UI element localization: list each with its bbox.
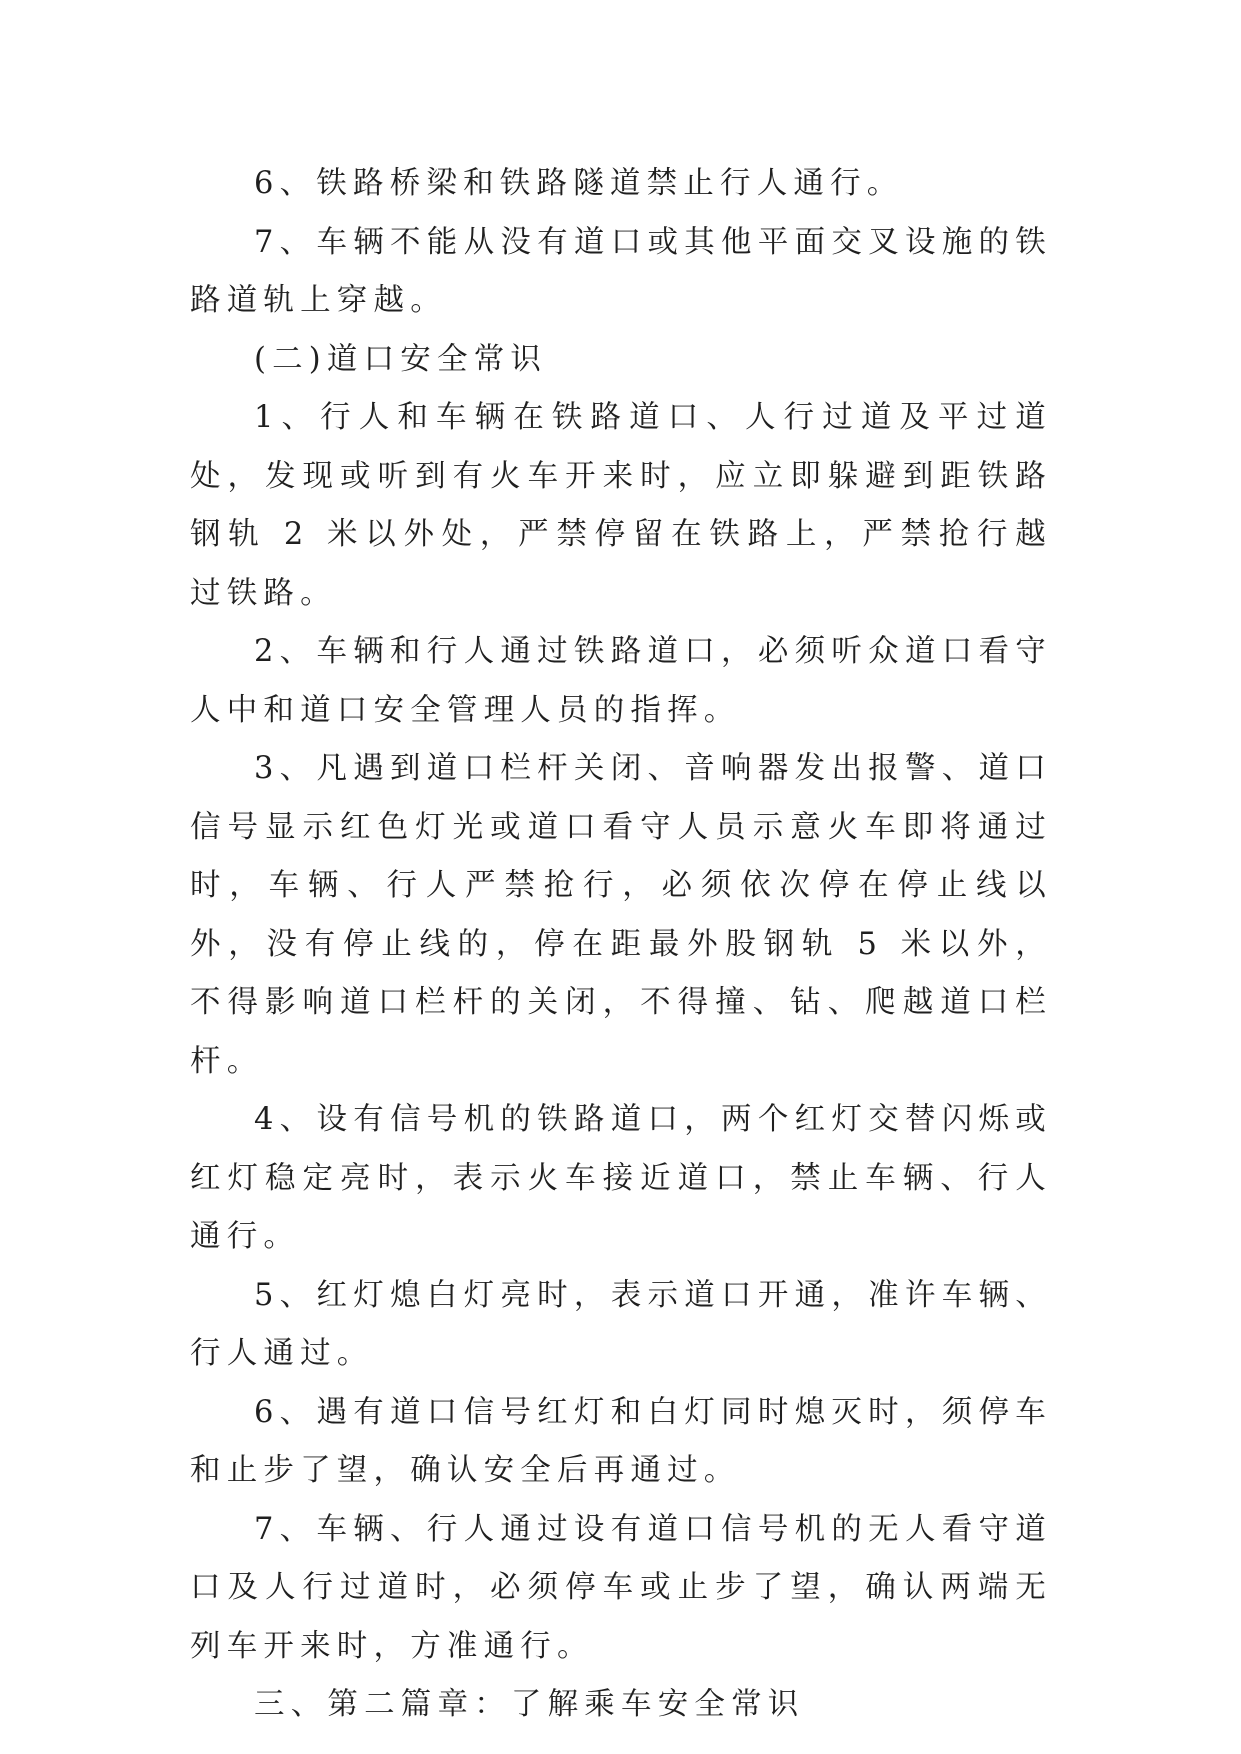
paragraph: 3、凡遇到道口栏杆关闭、音响器发出报警、道口信号显示红色灯光或道口看守人员示意火车即将通过时，车辆、行人严禁抢行，必须依次停在停止线以外，没有停止线的，停在距最外股钢轨 5 米以外，不得影响道口栏杆的关闭，不得撞、钻、爬越道口栏杆。 xyxy=(190,751,1052,1079)
paragraph: 6、遇有道口信号红灯和白灯同时熄灭时，须停车和止步了望，确认安全后再通过。 xyxy=(190,1394,1052,1488)
paragraph: 7、车辆、行人通过设有道口信号机的无人看守道口及人行过道时，必须停车或止步了望，确认两端无列车开来时，方准通行。 xyxy=(190,1511,1052,1664)
paragraph: 7、车辆不能从没有道口或其他平面交叉设施的铁路道轨上穿越。 xyxy=(190,224,1052,318)
document-body xyxy=(190,155,1052,1735)
section-heading: (二)道口安全常识 xyxy=(254,341,548,377)
paragraph: 5、红灯熄白灯亮时，表示道口开通，准许车辆、行人通过。 xyxy=(190,1277,1052,1371)
paragraph: 2、车辆和行人通过铁路道口，必须听众道口看守人中和道口安全管理人员的指挥。 xyxy=(190,634,1052,728)
paragraph: 6、铁路桥梁和铁路隧道禁止行人通行。 xyxy=(254,166,904,201)
paragraph: 1、行人和车辆在铁路道口、人行过道及平过道处，发现或听到有火车开来时，应立即躲避到距铁路钢轨 2 米以外处，严禁停留在铁路上，严禁抢行越过铁路。 xyxy=(190,400,1052,611)
paragraph: 4、设有信号机的铁路道口，两个红灯交替闪烁或红灯稳定亮时，表示火车接近道口，禁止车辆、行人通行。 xyxy=(190,1102,1052,1254)
chapter-heading: 三、第二篇章：了解乘车安全常识 xyxy=(254,1687,805,1722)
